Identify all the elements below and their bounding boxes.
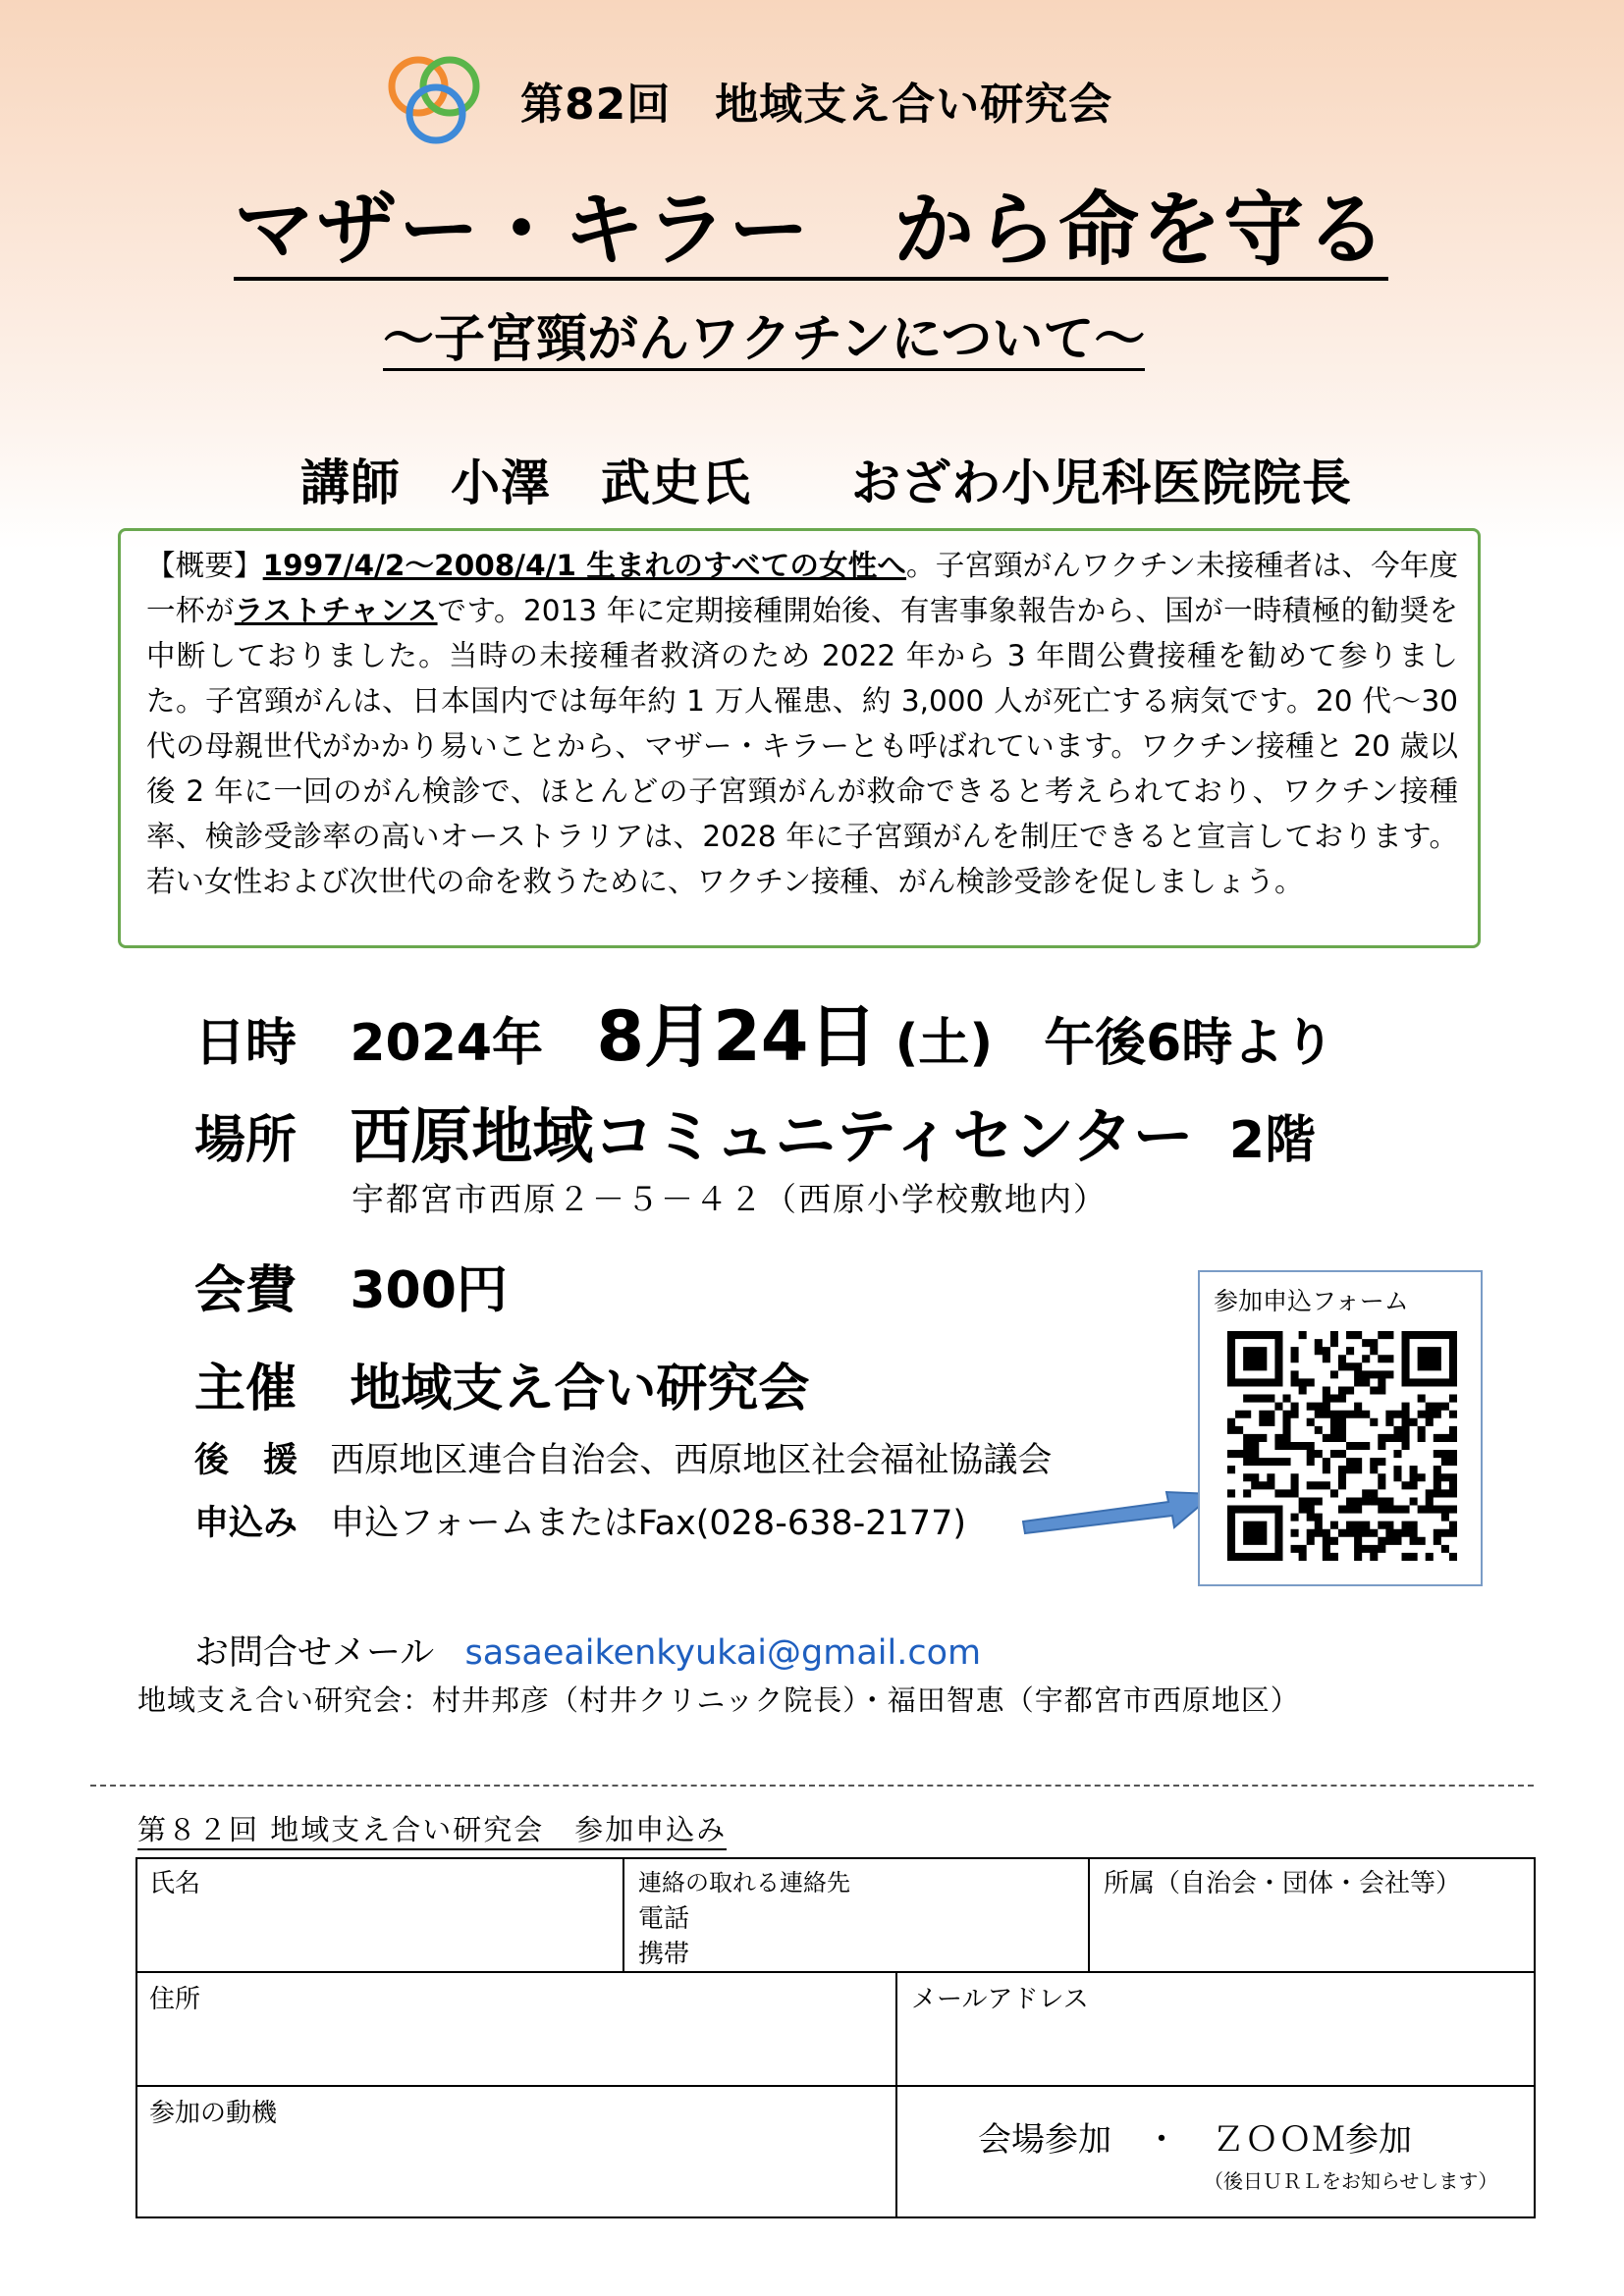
date-day: 8月24日: [596, 996, 878, 1077]
place-row: [194, 1088, 1316, 1175]
fee-label: 会費: [194, 1261, 298, 1320]
contact-row: [194, 1626, 981, 1675]
form-title: 第８２回 地域支え合い研究会 参加申込み: [137, 1808, 727, 1850]
form-divider: [623, 1857, 624, 1971]
members-line: 地域支え合い研究会：村井邦彦（村井クリニック院長）・福田智恵（宇都宮市西原地区）: [137, 1683, 1300, 1717]
date-year: 2024年: [350, 1014, 544, 1073]
form-email-field[interactable]: メールアドレス: [911, 1985, 1089, 2014]
form-motive-field[interactable]: 参加の動機: [149, 2099, 278, 2128]
qr-code-icon[interactable]: [1227, 1331, 1457, 1561]
form-divider: [135, 1971, 1536, 1973]
contact-email-link[interactable]: sasaeaikenkyukai@gmail.com: [464, 1633, 982, 1673]
apply-label: 申込み: [194, 1504, 298, 1543]
support-value: 西原地区連合自治会、西原地区社会福祉協議会: [330, 1441, 1053, 1480]
host-row: [194, 1347, 809, 1420]
summary-box: [118, 528, 1481, 948]
date-row: [194, 982, 1334, 1081]
summary-label: 【概要】: [146, 549, 263, 582]
form-address-field[interactable]: 住所: [149, 1985, 201, 2014]
summary-highlight: 1997/4/2～2008/4/1 生まれのすべての女性へ: [262, 549, 907, 582]
main-title: マザー・キラー から命を守る: [234, 188, 1388, 281]
summary-text2: です。2013 年に定期接種開始後、有害事象報告から、国が一時積極的勧奨を中断しておりました。当時の未接種者救済のため 2022 年から 3 年間公費接種を勧めて参りました。子宮頸がんは、日本国内では毎年約 1 万人罹患、約 3,000 人が死亡する病気です。20 代～30 代の母親世代がかかり易いことから、マザー・キラーとも呼ばれています。ワクチン接種と 20 歳以後 2 年に一回のがん検診で、ほとんどの子宮頸がんが救命できると考えられており、ワクチン接種率、検診受診率の高いオーストラリアは、2028 年に子宮頸がんを制圧できると宣言しております。若い女性および次世代の命を救うために、ワクチン接種、がん検診受診を促しましょう。: [146, 594, 1458, 898]
fee-value: 300円: [350, 1261, 508, 1320]
summary-text1: 。子宮頸がんワクチン未接種者は、今年度一杯が: [146, 549, 1458, 627]
form-phone-field[interactable]: 電話: [638, 1904, 690, 1934]
place-venue: 西原地域コミュニティセンター: [350, 1100, 1194, 1172]
support-row: [194, 1433, 1052, 1482]
event-title: 第82回 地域支え合い研究会: [520, 80, 1113, 130]
date-label: 日時: [194, 1014, 298, 1073]
address: 宇都宮市西原２－５－４２（西原小学校敷地内）: [352, 1180, 1108, 1218]
qr-box[interactable]: [1198, 1270, 1483, 1586]
arrow-right-icon: [1021, 1472, 1218, 1541]
place-label: 場所: [194, 1111, 298, 1170]
date-rest: (土) 午後6時より: [894, 1014, 1335, 1073]
form-contact-label: 連絡の取れる連絡先: [638, 1869, 850, 1896]
form-divider: [1088, 1857, 1090, 1971]
sub-title: ～子宮頸がんワクチンについて～: [383, 312, 1145, 371]
apply-row: [194, 1496, 966, 1545]
form-attend-note: （後日ＵＲＬをお知らせします）: [1204, 2169, 1498, 2193]
contact-label: お問合せメール: [194, 1633, 435, 1673]
form-divider: [895, 1971, 897, 2218]
form-divider: [135, 2085, 1536, 2087]
host-label: 主催: [194, 1360, 298, 1418]
cut-line: [90, 1785, 1534, 1787]
place-floor: 2階: [1228, 1111, 1317, 1170]
support-label: 後 援: [194, 1441, 298, 1480]
three-rings-icon: [385, 51, 491, 149]
form-affiliation-field[interactable]: 所属（自治会・団体・会社等）: [1104, 1869, 1462, 1898]
lecturer: 講師 小澤 武史氏 おざわ小児科医院院長: [300, 454, 1352, 511]
summary-highlight2: ラストチャンス: [234, 594, 438, 627]
form-attend-option[interactable]: 会場参加 ・ ＺＯＯＭ参加: [978, 2120, 1412, 2160]
apply-value: 申込フォームまたはFax(028-638-2177): [330, 1504, 966, 1543]
fee-row: [194, 1249, 508, 1322]
application-form: [135, 1857, 1536, 2218]
host-value: 地域支え合い研究会: [350, 1360, 810, 1418]
form-name-field[interactable]: 氏名: [149, 1869, 201, 1898]
qr-label: 参加申込フォーム: [1214, 1287, 1409, 1315]
form-mobile-field[interactable]: 携帯: [638, 1940, 690, 1969]
